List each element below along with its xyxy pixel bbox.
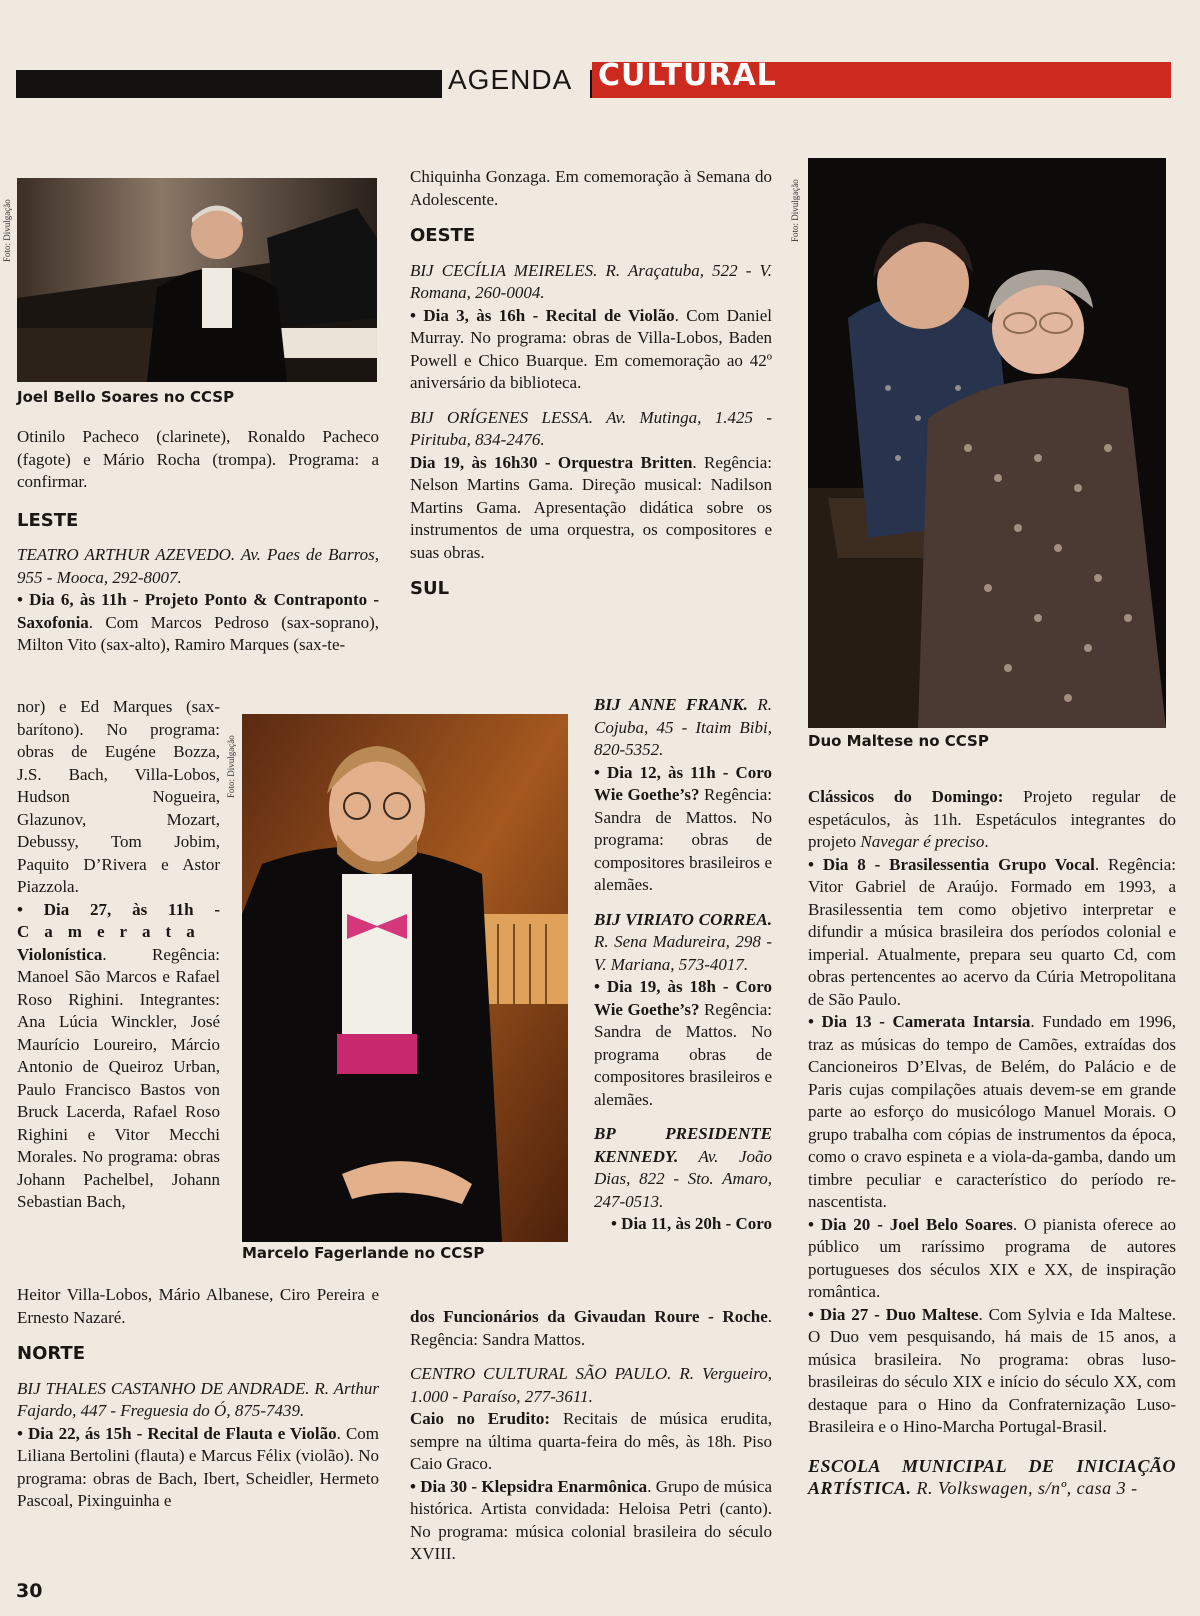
event-day-27-heading-2: [17, 921, 220, 944]
event-day-27: [17, 944, 220, 1214]
event-day-13: [808, 1011, 1176, 1214]
event-day-27-duo: [808, 1304, 1176, 1439]
event-heading: Violonística: [17, 944, 103, 964]
event-heading: • Dia 11, às 20h - Coro: [610, 1214, 772, 1233]
column-1-narrow: [17, 696, 220, 1214]
event-text: . Regência: Nelson Martins Gama. Direção musical: Nadilson Martins Gama. Apresentação didática sobre os instrumentos de uma orquestra, os compositores e suas obras.: [410, 452, 772, 562]
event-text: . Regência: Manoel São Marcos e Rafael Roso Righini. Integrantes: Ana Lúcia Winckler, José Maurício Loureiro, Márcio Antonio de Queiroz Urban, Paulo Francisco Bastos von Bruck Lacerda, Rafael Roso Righini e Vitor Mecchi Morales. No programa: obras Johann Pachelbel, Johann Sebastian Bach,: [17, 944, 220, 1211]
event-text: . Regência: Vitor Gabriel de Araújo. Formado em 1993, a Brasilessentia tem como objetivo interpretar e difundir a música brasileira dos períodos colonial e imperial. Atualmente, prepara seu quarto Cd, com obras pertencentes ao acervo da Cúria Metropolitana de São Paulo.: [808, 854, 1177, 1009]
event-text-line: barítono). No programa:: [17, 719, 220, 739]
caio-no-erudito: [410, 1408, 772, 1476]
event-text: Projeto regular de espetáculos, às 11h. Espetáculos integrantes do projeto: [808, 787, 1176, 851]
event-text-line: J.S. Bach, Villa-Lobos,: [17, 764, 220, 784]
event-heading: • Dia 27 - Duo Maltese: [808, 1304, 979, 1324]
event-heading: • Dia 30 - Klepsidra Enarmônica: [410, 1476, 648, 1496]
section-leste: LESTE: [17, 509, 79, 531]
event-day-22: [17, 1423, 379, 1513]
event-text: . O pianista oferece ao público um raríssimo programa de autores portugueses dos séculos XIX e XX, de inspiração romântica.: [808, 1214, 1177, 1301]
event-heading: Dia 19, às 16h30 - Orquestra Britten: [410, 452, 693, 472]
event-heading: • Dia 20 - Joel Belo Soares: [808, 1214, 1013, 1234]
venue-name: BIJ CECÍLIA MEIRELES.: [410, 260, 598, 280]
venue-address: R. Volkswagen, s/nº, casa 3 -: [916, 1478, 1138, 1498]
caption-joel: Joel Bello Soares no CCSP: [17, 388, 235, 406]
venue-address: R. Vergueiro, 1.000 - Paraíso, 277-3611.: [410, 1364, 772, 1406]
event-text: . Regência: Sandra Mattos.: [410, 1307, 772, 1349]
venue-name: TEATRO ARTHUR AZEVEDO.: [17, 545, 236, 564]
caption-duo: Duo Maltese no CCSP: [808, 732, 989, 750]
column-2-top: [410, 166, 772, 601]
event-day-20: [808, 1214, 1176, 1304]
section-sul: SUL: [410, 578, 450, 599]
header-agenda: AGENDA: [448, 64, 573, 95]
venue-origenes-lessa: [410, 407, 772, 452]
event-text-line: nor) e Ed Marques (sax-: [17, 697, 220, 716]
event-heading: dos Funcionários da Givaudan Roure - Roche: [410, 1307, 768, 1326]
venue-escola-municipal: [808, 1455, 1176, 1500]
event-text-line: obras de Eugéne Bozza,: [17, 742, 220, 761]
event-heading: • Dia 13 - Camerata Intarsia: [808, 1012, 1031, 1031]
photo-duo-maltese: [808, 158, 1166, 728]
event-text-line: Paquito D’Rivera e Astor: [17, 854, 220, 874]
venue-address: R. Araçatuba, 522 - V. Romana, 260-0004.: [410, 260, 773, 302]
venue-name: BIJ VIRIATO CORREA.: [594, 909, 772, 929]
intro-paragraph: Otinilo Pacheco (clarinete), Ronaldo Pacheco (fagote) e Mário Rocha (trompa). Programa: a confirmar.: [17, 427, 379, 491]
event-text: . Com Daniel Murray. No programa: obras de Villa-Lobos, Baden Powell e Chico Buarque. Em comemoração ao 42º aniversário da biblioteca.: [410, 305, 772, 392]
venue-name: BIJ THALES CASTANHO DE ANDRADE.: [17, 1378, 310, 1398]
event-text-line: Hudson Nogueira,: [17, 787, 220, 806]
event-heading: • Dia 22, ás 15h - Recital de Flauta e Violão: [17, 1423, 337, 1443]
photo-credit: Foto: Divulgação: [790, 179, 800, 242]
header-cultural: CULTURAL: [598, 58, 777, 93]
photo-marcelo-fagerlande: [242, 714, 568, 1242]
venue-address: R. Sena Madureira, 298 - V. Mariana, 573-4017.: [594, 932, 772, 974]
event-heading: Clássicos do Domingo:: [808, 787, 1004, 806]
section-oeste: OESTE: [410, 225, 476, 246]
event-day-3: [410, 305, 772, 395]
venue-anne-frank: [594, 694, 772, 762]
column-2-bottom: [410, 1306, 772, 1566]
event-heading: • Dia 19, às 18h - Coro Wie Goethe’s?: [594, 977, 772, 1019]
column-2-narrow: [594, 694, 772, 1236]
event-text-line: Glazunov, Mozart,: [17, 809, 220, 829]
venue-viriato-correa: [594, 909, 772, 977]
event-heading: Camerata: [17, 922, 210, 941]
event-text: . Grupo de música histórica. Artista convidada: Heloisa Petri (canto). No programa: música colonial brasileira do século XVIII.: [410, 1476, 773, 1563]
venue-name: BIJ ORÍGENES LESSA.: [410, 407, 594, 427]
photo-credit: Foto: Divulgação: [226, 735, 236, 798]
venue-name: ESCOLA MUNICIPAL DE INICIAÇÃO ARTÍSTICA.: [808, 1455, 1176, 1498]
event-text: . Com Marcos Pedroso (sax-soprano), Milton Vito (sax-alto), Ramiro Marques (sax-te-: [17, 612, 379, 654]
event-heading: Caio no Erudito:: [410, 1409, 551, 1428]
event-text: . Com Liliana Bertolini (flauta) e Marcus Félix (violão). No programa: obras de Bach, Ibert, Scheidler, Hermeto Pascoal, Pixinguinha e: [17, 1423, 380, 1510]
photo-joel-bello-soares: [17, 178, 377, 382]
venue-address: Av. Paes de Barros, 955 - Mooca, 292-8007.: [17, 545, 379, 587]
event-heading: • Dia 6, às 11h - Projeto Ponto & Contraponto - Saxofonia: [17, 590, 379, 632]
event-day-30: [410, 1476, 772, 1566]
event-text: Regência: Sandra de Mattos. No programa obras de compositores brasileiros e alemães.: [594, 999, 772, 1109]
venue-thales-castanho: [17, 1378, 379, 1423]
event-day-19b: [594, 976, 772, 1111]
event-heading: • Dia 27, às 11h -: [17, 899, 220, 919]
continued-text: Chiquinha Gonzaga. Em comemoração à Semana do Adolescente.: [410, 167, 772, 209]
venue-address: R. Arthur Fajardo, 447 - Freguesia do Ó, 875-7439.: [17, 1378, 380, 1420]
venue-cecilia-meireles: [410, 260, 772, 305]
venue-ccsp: [410, 1363, 772, 1408]
classicos-do-domingo: [808, 786, 1176, 854]
event-heading: • Dia 12, às 11h - Coro Wie Goethe’s?: [594, 762, 772, 804]
event-text: . Com Sylvia e Ida Maltese. O Duo vem pesquisando, há mais de 15 anos, a música brasileira. No programa: obras luso-brasileiras do século XIX e início do século XX, com destaque para o Hino da Confraternização Luso-Brasileira e o Hino-Marcha Portugal-Brasil.: [808, 1304, 1176, 1436]
event-day-8: [808, 854, 1176, 1012]
event-day-19: [410, 452, 772, 565]
event-day-27-heading-1: [17, 899, 220, 922]
venue-name: CENTRO CULTURAL SÃO PAULO.: [410, 1364, 672, 1383]
column-1-top: [17, 426, 379, 657]
venue-teatro-arthur-azevedo: [17, 544, 379, 589]
venue-address: Av. João Dias, 822 - Sto. Amaro, 247-0513.: [594, 1146, 772, 1211]
event-text-line: Debussy, Tom Jobim,: [17, 832, 220, 851]
event-text: Recitais de música erudita, sempre na última quarta-feira do mês, às 18h. Piso Caio Graco.: [410, 1409, 772, 1473]
caption-marcelo: Marcelo Fagerlande no CCSP: [242, 1244, 485, 1262]
venue-presidente-kennedy: [594, 1123, 772, 1213]
event-day-11-heading: [594, 1213, 772, 1236]
section-norte: NORTE: [17, 1343, 85, 1364]
event-heading: • Dia 3, às 16h - Recital de Violão: [410, 305, 675, 325]
event-day-11: [410, 1306, 772, 1351]
punctuation: .: [984, 832, 989, 851]
venue-name: BP PRESIDENTE KENNEDY.: [594, 1124, 772, 1166]
venue-name: BIJ ANNE FRANK.: [594, 695, 748, 714]
project-name: Navegar é preciso: [860, 832, 985, 851]
event-day-12: [594, 762, 772, 897]
column-3: [808, 786, 1176, 1500]
event-day-6: [17, 589, 379, 657]
photo-credit: Foto: Divulgação: [2, 199, 12, 262]
column-1-bottom: [17, 1284, 379, 1513]
event-text-line: Piazzola.: [17, 877, 79, 896]
event-text: Regência: Sandra de Mattos. No programa: obras de compositores brasileiros e alemães.: [594, 785, 772, 894]
venue-address: Av. Mutinga, 1.425 - Pirituba, 834-2476.: [410, 407, 772, 449]
event-heading: • Dia 8 - Brasilessentia Grupo Vocal: [808, 854, 1095, 874]
page-number: 30: [16, 1580, 43, 1602]
event-text: Heitor Villa-Lobos, Mário Albanese, Ciro Pereira e Ernesto Nazaré.: [17, 1285, 379, 1327]
event-text: . Fundado em 1996, traz as músicas do tempo de Camões, extraídas dos Cancioneiros D’Elvas, de Belém, do Palácio e de Paris cujas compilações atuais devem-se em grande parte ao esforço do musicólogo Manuel Morais. O grupo trabalha com cópias de instrumentos da época, como o cravo espineta e a viola-da-gamba, dando um timbre peculiar e característico do período re-nascentista.: [808, 1012, 1176, 1211]
venue-address: R. Cojuba, 45 - Itaim Bibi, 820-5352.: [594, 695, 773, 759]
